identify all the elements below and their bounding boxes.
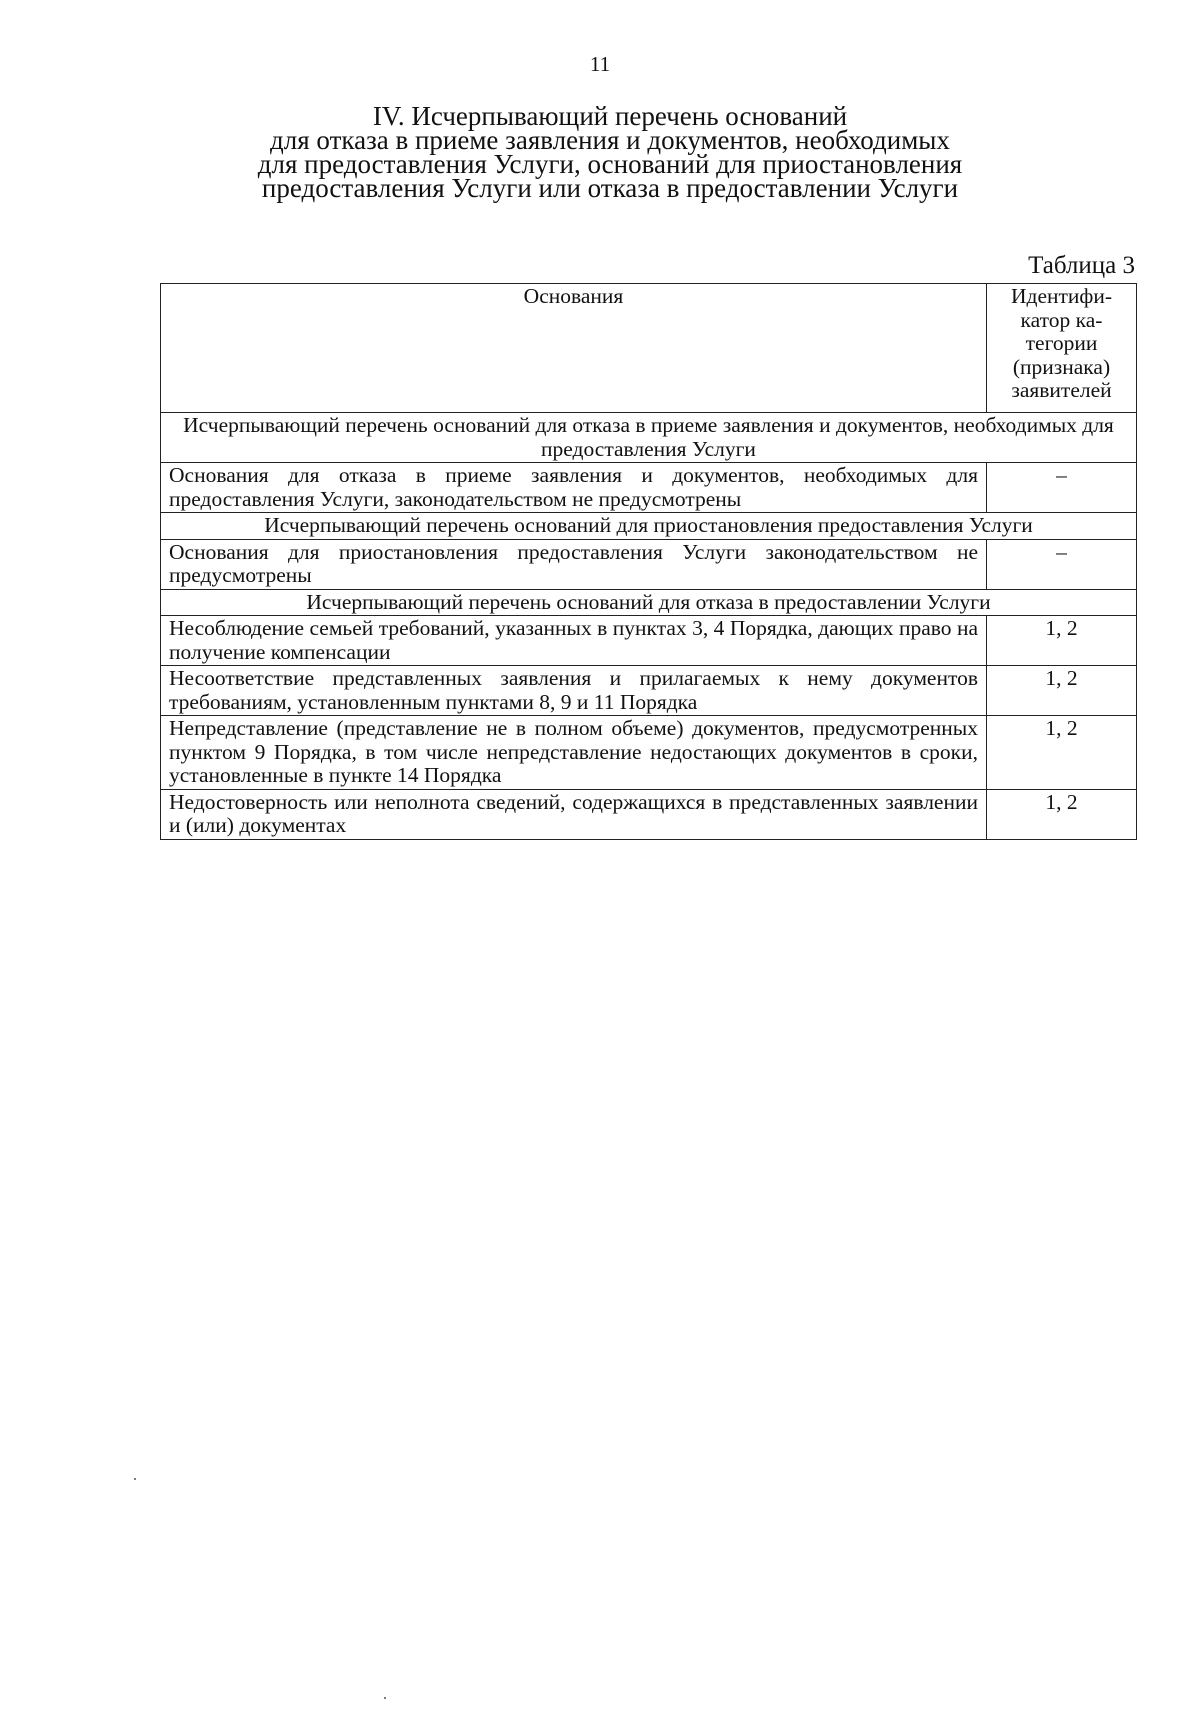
basis-cell: Основания для приостановления предоставления Услуги законодательством не предусмотрены bbox=[161, 539, 987, 589]
basis-cell: Недостоверность или неполнота сведений, содержащихся в представленных заявлении и (или) документах bbox=[161, 789, 987, 839]
heading-line: для предоставления Услуги, оснований для приостановления bbox=[257, 149, 963, 179]
grounds-table bbox=[160, 283, 1137, 840]
basis-cell: Несоблюдение семьей требований, указанных в пунктах 3, 4 Порядка, дающих право на получение компенсации bbox=[161, 616, 987, 666]
section-title-refusal-service: Исчерпывающий перечень оснований для отказа в предоставлении Услуги bbox=[161, 589, 1137, 616]
table-row bbox=[161, 616, 1137, 666]
table-row bbox=[161, 716, 1137, 790]
section-title-suspension: Исчерпывающий перечень оснований для приостановления предоставления Услуги bbox=[161, 513, 1137, 540]
section-heading bbox=[220, 101, 1000, 203]
header-basis: Основания bbox=[161, 284, 987, 413]
section-row bbox=[161, 513, 1137, 540]
identifier-cell: 1, 2 bbox=[987, 716, 1137, 790]
section-row bbox=[161, 589, 1137, 616]
identifier-cell: 1, 2 bbox=[987, 616, 1137, 666]
table-row bbox=[161, 463, 1137, 513]
identifier-cell: – bbox=[987, 463, 1137, 513]
heading-line: IV. Исчерпывающий перечень оснований bbox=[372, 101, 848, 131]
table-label: Таблица 3 bbox=[1028, 252, 1135, 279]
heading-line: для отказа в приеме заявления и документов, необходимых bbox=[270, 125, 950, 155]
identifier-cell: – bbox=[987, 539, 1137, 589]
section-title-refusal-acceptance: Исчерпывающий перечень оснований для отказа в приеме заявления и документов, необходимых для предоставления Услуги bbox=[161, 413, 1137, 463]
table-row bbox=[161, 666, 1137, 716]
basis-cell: Непредставление (представление не в полном объеме) документов, предусмотренных пунктом 9 Порядка, в том числе непредставление недостающих документов в сроки, установленные в пункте 14 Порядка bbox=[161, 716, 987, 790]
scan-speck bbox=[384, 1697, 386, 1699]
identifier-cell: 1, 2 bbox=[987, 666, 1137, 716]
basis-cell: Несоответствие представленных заявления и прилагаемых к нему документов требованиям, установленным пунктами 8, 9 и 11 Порядка bbox=[161, 666, 987, 716]
basis-cell: Основания для отказа в приеме заявления и документов, необходимых для предоставления Услуги, законодательством не предусмотрены bbox=[161, 463, 987, 513]
identifier-cell: 1, 2 bbox=[987, 789, 1137, 839]
section-row bbox=[161, 413, 1137, 463]
table-row bbox=[161, 789, 1137, 839]
heading-line: предоставления Услуги или отказа в предоставлении Услуги bbox=[261, 173, 959, 203]
page-number: 11 bbox=[589, 52, 611, 76]
scan-speck bbox=[134, 1478, 136, 1480]
table-row bbox=[161, 539, 1137, 589]
table-header-row bbox=[161, 284, 1137, 413]
header-identifier: Идентифи-катор ка-тегории (признака) заявителей bbox=[987, 284, 1137, 413]
